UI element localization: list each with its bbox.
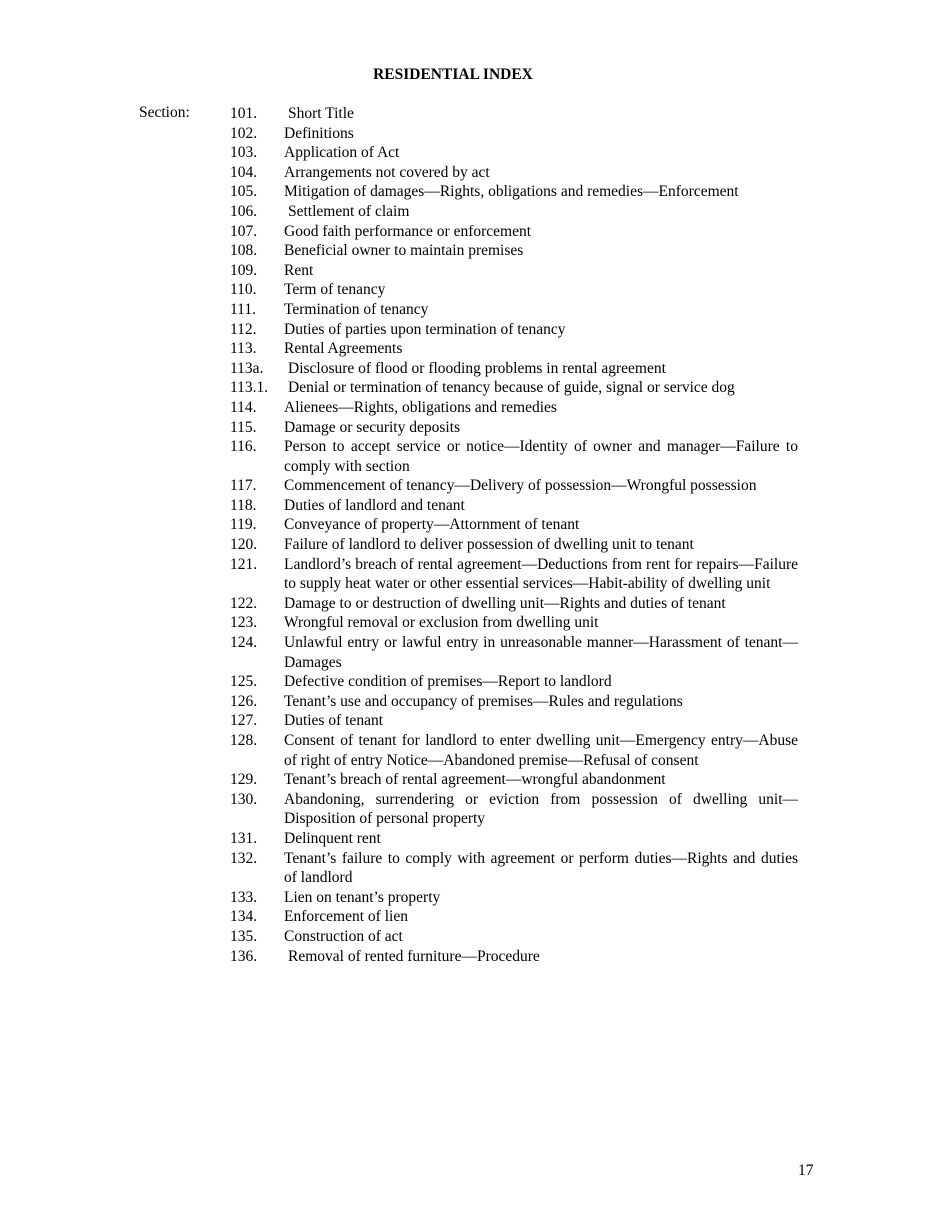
- entry-number: 107.: [230, 222, 258, 240]
- entry-number: 127.: [230, 712, 258, 730]
- entry-title: Failure of landlord to deliver possession of dwelling unit to tenant: [284, 536, 694, 554]
- entry-number: 121.: [230, 555, 258, 573]
- index-entry: [230, 907, 798, 927]
- entry-title: Tenant’s failure to comply with agreement or perform duties—Rights and duties of landlord: [284, 849, 798, 887]
- entry-title: Commencement of tenancy—Delivery of possession—Wrongful possession: [284, 477, 757, 495]
- index-entry: [230, 496, 798, 516]
- entry-number: 131.: [230, 829, 258, 847]
- entry-number: 111.: [230, 300, 256, 318]
- entry-number: 104.: [230, 163, 258, 181]
- entry-title: Damage to or destruction of dwelling unit—Rights and duties of tenant: [284, 594, 726, 612]
- index-entry: [230, 711, 798, 731]
- index-entry: [230, 927, 798, 947]
- index-entry: [230, 594, 798, 614]
- index-entry: [230, 437, 798, 476]
- index-entry: [230, 633, 798, 672]
- index-entry: [230, 320, 798, 340]
- entry-number: 113a.: [230, 359, 264, 377]
- entry-number: 128.: [230, 732, 258, 749]
- index-entry: [230, 849, 798, 888]
- entry-title: Application of Act: [284, 144, 400, 162]
- index-entry: [230, 692, 798, 712]
- index-entry: [230, 104, 798, 124]
- index-entry: [230, 222, 798, 242]
- page-title: RESIDENTIAL INDEX: [373, 66, 533, 83]
- entry-number: 113.1.: [230, 379, 269, 397]
- entry-title: Beneficial owner to maintain premises: [284, 242, 524, 260]
- entry-number: 114.: [230, 398, 257, 416]
- entry-number: 112.: [230, 320, 257, 338]
- entry-number: 113.: [230, 340, 257, 358]
- entry-title: Damage or security deposits: [284, 418, 461, 436]
- entry-title: Tenant’s breach of rental agreement—wrongful abandonment: [284, 771, 666, 789]
- entry-number: 118.: [230, 496, 257, 514]
- entry-title: Rent: [284, 261, 314, 279]
- entry-number: 102.: [230, 124, 258, 142]
- entry-title: Arrangements not covered by act: [284, 163, 490, 181]
- entry-number: 110.: [230, 281, 257, 299]
- entry-number: 124.: [230, 634, 258, 652]
- entry-title: Alienees—Rights, obligations and remedies: [284, 398, 557, 416]
- index-entry: [230, 398, 798, 418]
- entry-title: Defective condition of premises—Report to landlord: [284, 673, 612, 691]
- entry-title: Conveyance of property—Attornment of tenant: [284, 516, 580, 534]
- index-entry: [230, 555, 798, 594]
- entry-title: Person to accept service or notice—Identity of owner and manager—Failure to comply with section: [284, 438, 798, 475]
- entry-title: Termination of tenancy: [284, 300, 429, 318]
- index-entry: [230, 535, 798, 555]
- index-entry: [230, 339, 798, 359]
- index-entry: [230, 261, 798, 281]
- entry-number: 116.: [230, 438, 257, 456]
- page-number: 17: [798, 1162, 814, 1179]
- index-entry: [230, 515, 798, 535]
- index-entry: [230, 143, 798, 163]
- index-entry: [230, 300, 798, 320]
- entry-number: 117.: [230, 477, 257, 495]
- index-entry: [230, 888, 798, 908]
- entry-number: 123.: [230, 614, 258, 632]
- entry-title: Consent of tenant for landlord to enter dwelling unit—Emergency entry—Abuse of right of entry Notice—Abandoned premise—Refusal of consent: [284, 732, 798, 769]
- entry-title: Wrongful removal or exclusion from dwelling unit: [284, 614, 599, 632]
- entry-title: Term of tenancy: [284, 281, 386, 299]
- entry-title: Rental Agreements: [284, 340, 403, 358]
- index-entry: [230, 163, 798, 183]
- index-entry: [230, 280, 798, 300]
- entry-number: 122.: [230, 594, 258, 612]
- entry-title: Delinquent rent: [284, 829, 381, 847]
- index-entry: [230, 613, 798, 633]
- entry-number: 134.: [230, 908, 258, 926]
- index-entry: [230, 182, 798, 202]
- section-label: Section:: [139, 104, 190, 121]
- entry-title: Settlement of claim: [288, 202, 410, 220]
- index-entry: [230, 770, 798, 790]
- entry-number: 115.: [230, 418, 257, 436]
- index-entry: [230, 418, 798, 438]
- entry-number: 109.: [230, 261, 258, 279]
- index-entry: [230, 124, 798, 144]
- entry-title: Good faith performance or enforcement: [284, 222, 532, 240]
- entry-title: Abandoning, surrendering or eviction from possession of dwelling unit—Disposition of personal property: [284, 790, 798, 828]
- entry-title: Removal of rented furniture—Procedure: [288, 947, 540, 965]
- index-entry: [230, 476, 798, 496]
- entry-title: Denial or termination of tenancy because of guide, signal or service dog: [288, 379, 735, 397]
- entry-number: 135.: [230, 927, 258, 945]
- entry-number: 133.: [230, 888, 258, 906]
- index-entry: [230, 829, 798, 849]
- entry-title: Enforcement of lien: [284, 908, 408, 926]
- entry-title: Definitions: [284, 124, 354, 142]
- entry-number: 125.: [230, 673, 258, 691]
- entry-title: Short Title: [288, 105, 354, 122]
- index-entry: [230, 731, 798, 770]
- entry-title: Duties of parties upon termination of tenancy: [284, 320, 566, 338]
- entry-number: 132.: [230, 849, 258, 867]
- entry-title: Tenant’s use and occupancy of premises—Rules and regulations: [284, 692, 683, 710]
- index-entry: [230, 672, 798, 692]
- index-entry: [230, 202, 798, 222]
- index-list: [230, 104, 798, 966]
- entry-number: 106.: [230, 202, 258, 220]
- entry-number: 105.: [230, 183, 258, 201]
- entry-title: Disclosure of flood or flooding problems in rental agreement: [288, 359, 666, 377]
- entry-number: 119.: [230, 516, 257, 534]
- entry-title: Unlawful entry or lawful entry in unreasonable manner—Harassment of tenant—Damages: [284, 634, 798, 671]
- entry-number: 120.: [230, 536, 258, 554]
- entry-title: Construction of act: [284, 927, 403, 945]
- index-entry: [230, 790, 798, 829]
- entry-number: 129.: [230, 771, 258, 789]
- entry-title: Landlord’s breach of rental agreement—Deductions from rent for repairs—Failure to supply heat water or other essential services—Habit-ability of dwelling unit: [284, 555, 798, 593]
- entry-title: Lien on tenant’s property: [284, 888, 441, 906]
- entry-number: 101.: [230, 105, 258, 122]
- entry-number: 130.: [230, 790, 258, 808]
- entry-title: Duties of tenant: [284, 712, 384, 730]
- entry-number: 126.: [230, 692, 258, 710]
- index-entry: [230, 378, 798, 398]
- index-entry: [230, 241, 798, 261]
- entry-number: 136.: [230, 947, 258, 965]
- entry-number: 103.: [230, 144, 258, 162]
- entry-title: Duties of landlord and tenant: [284, 496, 465, 514]
- index-entry: [230, 359, 798, 379]
- entry-number: 108.: [230, 242, 258, 260]
- entry-title: Mitigation of damages—Rights, obligations and remedies—Enforcement: [284, 183, 739, 201]
- index-entry: [230, 947, 798, 967]
